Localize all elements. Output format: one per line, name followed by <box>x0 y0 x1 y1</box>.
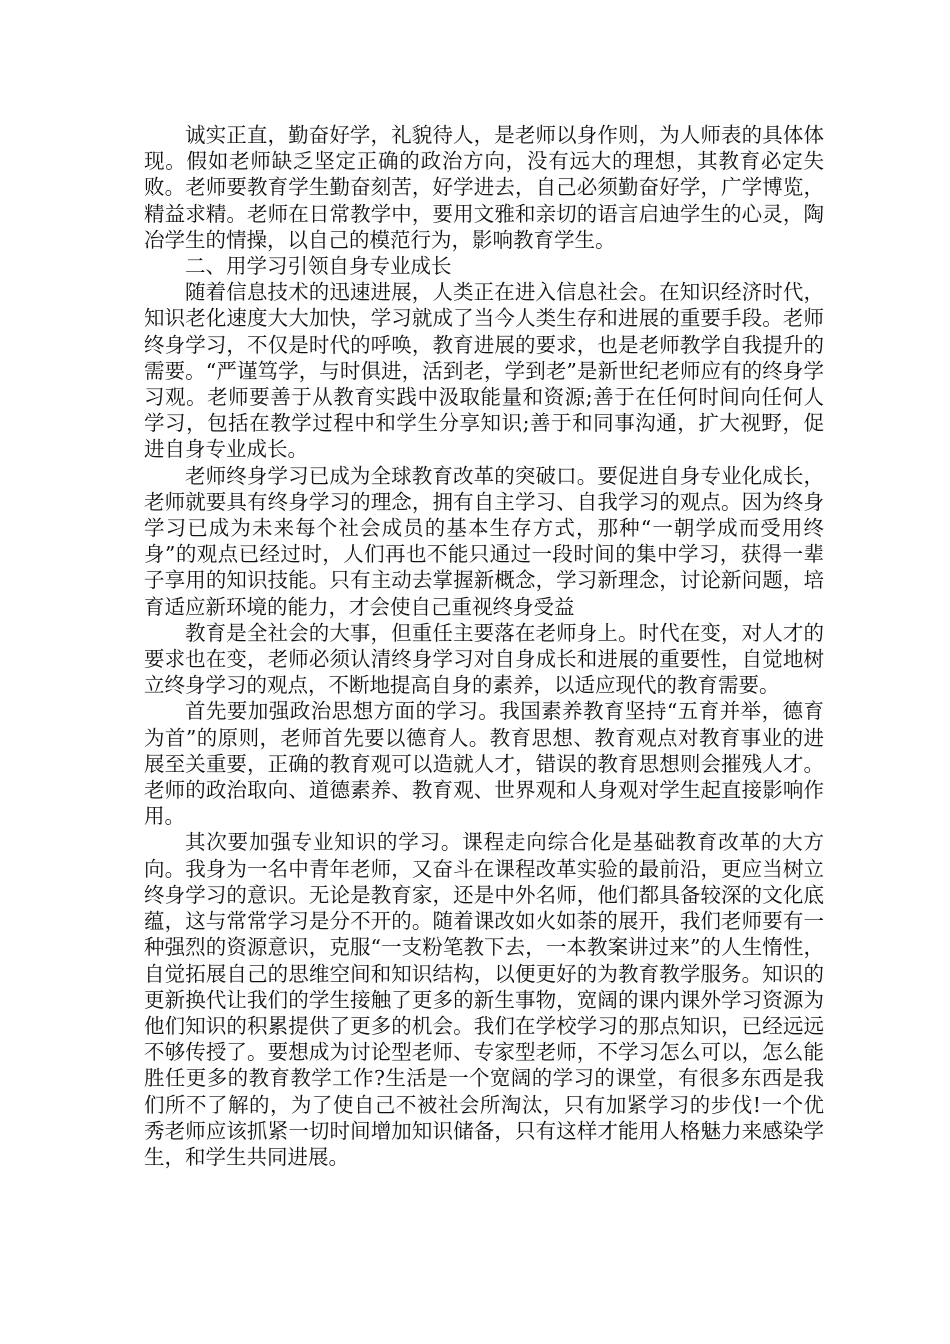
paragraph-information-age: 随着信息技术的迅速进展，人类正在进入信息社会。在知识经济时代，知识老化速度大大加快，学习就成了当今人类生存和进展的重要手段。老师终身学习，不仅是时代的呼唤，教育进展的要求，也是老师教学自我提升的需要。“严谨笃学，与时俱进，活到老，学到老”是新世纪老师应有的终身学习观。老师要善于从教育实践中汲取能量和资源;善于在任何时间向任何人学习，包括在教学过程中和学生分享知识;善于和同事沟通，扩大视野，促进自身专业成长。 <box>144 280 824 462</box>
paragraph-education-society: 教育是全社会的大事，但重任主要落在老师身上。时代在变，对人才的要求也在变，老师必须认清终身学习对自身成长和进展的重要性，自觉地树立终身学习的观点，不断地提高自身的素养，以适应现代的教育需要。 <box>144 620 824 698</box>
paragraph-political-study: 首先要加强政治思想方面的学习。我国素养教育坚持“五育并举，德育为首”的原则，老师首先要以德育人。教育思想、教育观点对教育事业的进展至关重要，正确的教育观可以造就人才，错误的教育思想则会摧残人才。老师的政治取向、道德素养、教育观、世界观和人身观对学生起直接影响作用。 <box>144 699 824 829</box>
paragraph-professional-study: 其次要加强专业知识的学习。课程走向综合化是基础教育改革的大方向。我身为一名中青年老师，又奋斗在课程改革实验的最前沿，更应当树立终身学习的意识。无论是教育家，还是中外名师，他们都具备较深的文化底蕴，这与常常学习是分不开的。随着课改如火如荼的展开，我们老师要有一种强烈的资源意识，克服“一支粉笔教下去，一本教案讲过来”的人生惰性，自觉拓展自己的思维空间和知识结构，以便更好的为教育教学服务。知识的更新换代让我们的学生接触了更多的新生事物，宽阔的课内课外学习资源为他们知识的积累提供了更多的机会。我们在学校学习的那点知识，已经远远不够传授了。要想成为讨论型老师、专家型老师，不学习怎么可以，怎么能胜任更多的教育教学工作?生活是一个宽阔的学习的课堂，有很多东西是我们所不了解的，为了使自己不被社会所淘汰，只有加紧学习的步伐!一个优秀老师应该抓紧一切时间增加知识储备，只有这样才能用人格魅力来感染学生，和学生共同进展。 <box>144 830 824 1169</box>
paragraph-integrity: 诚实正直，勤奋好学，礼貌待人，是老师以身作则，为人师表的具体体现。假如老师缺乏坚定正确的政治方向，没有远大的理想，其教育必定失败。老师要教育学生勤奋刻苦，好学进去，自己必须勤奋好学，广学博览，精益求精。老师在日常教学中，要用文雅和亲切的语言启迪学生的心灵，陶冶学生的情操，以自己的模范行为，影响教育学生。 <box>144 123 824 252</box>
paragraph-lifelong-learning: 老师终身学习已成为全球教育改革的突破口。要促进自身专业化成长，老师就要具有终身学习的理念，拥有自主学习、自我学习的观点。因为终身学习已成为未来每个社会成员的基本生存方式，那种“一朝学成而受用终身”的观点已经过时，人们再也不能只通过一段时间的集中学习，获得一辈子享用的知识技能。只有主动去掌握新概念，学习新理念，讨论新问题，培育适应新环境的能力，才会使自己重视终身受益 <box>144 463 824 619</box>
document-body <box>144 122 824 1170</box>
section-heading: 二、用学习引领自身专业成长 <box>185 254 452 279</box>
